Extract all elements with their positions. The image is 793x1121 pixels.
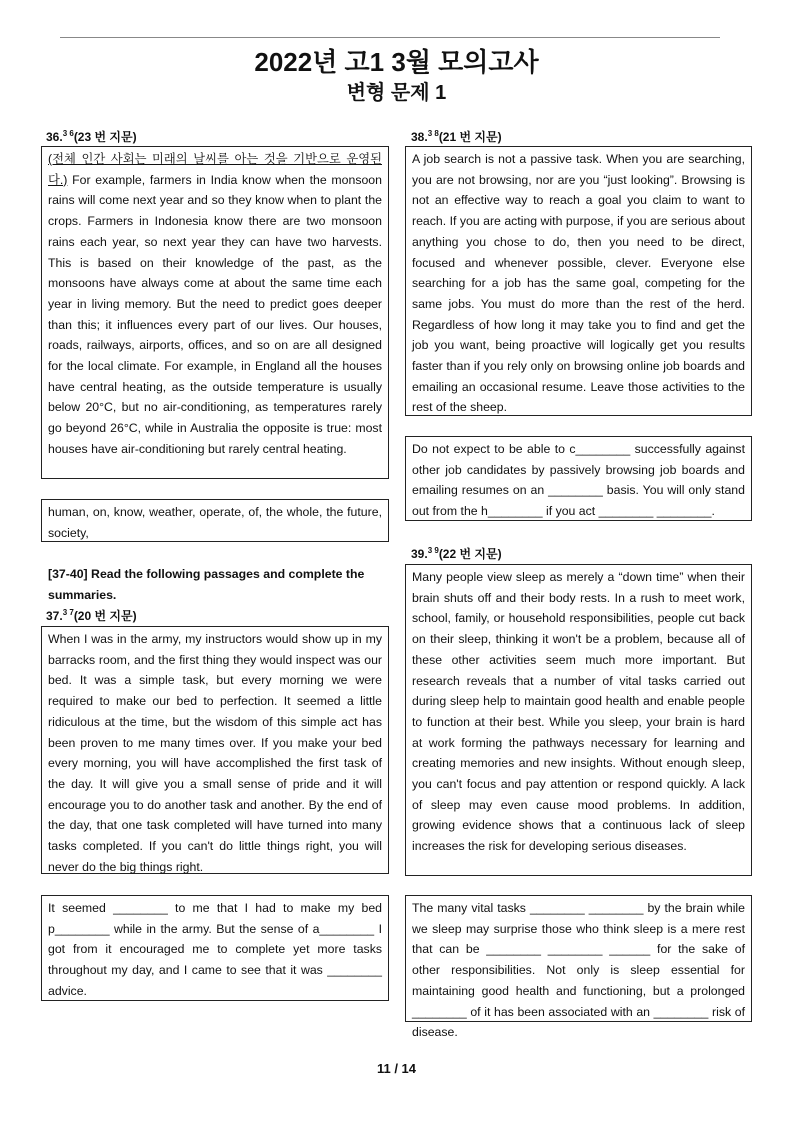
q-num: 37. (46, 609, 63, 623)
q-src: (21 번 지문) (438, 130, 502, 144)
q37-passage: When I was in the army, my instructors would show up in my barracks room, and the first thing they would inspect was our bed. It was a simple task, but every morning we were required to make our bed to perfection. It seemed a little ridiculous at the time, but the wisdom of this simple act has been proven to me many times over. If you make your bed every morning, you will have accomplished the first task of the day. It will give you a small sense of pride and it will encourage you to do another task and another. By the end of the day, that one task completed will have turned into many tasks completed. If you can't do little things right, you will never do the big things right. (41, 626, 389, 874)
q-num: 36. (46, 130, 63, 144)
instruction: [37-40] Read the following passages and complete the summaries. (48, 567, 365, 602)
q-sup: 3 9 (427, 546, 439, 555)
top-rule (60, 37, 720, 38)
korean-underlined: (전체 인간 사회는 미래의 날씨를 아는 것을 기반으로 운영된다.) (48, 152, 382, 187)
q-num: 39. (411, 547, 428, 561)
q-sup: 3 8 (427, 129, 439, 138)
q-num: 38. (411, 130, 428, 144)
q36-passage (41, 146, 389, 479)
q-src: (23 번 지문) (73, 130, 137, 144)
q38-summary: Do not expect to be able to c________ successfully against other job candidates by passively browsing job boards and emailing resumes on an ________ basis. You will only stand out from the h________ if you act ________ ________. (405, 436, 752, 521)
page-number: 11 / 14 (376, 1061, 417, 1076)
q37-summary: It seemed ________ to me that I had to make my bed p________ while in the army. But the sense of a________ I got from it encouraged me to complete yet more tasks throughout my day, and I came to see that it was ________ advice. (41, 895, 389, 1001)
q38-passage: A job search is not a passive task. When you are searching, you are not browsing, nor are you “just looking”. Browsing is not an effective way to reach a goal you claim to want to reach. If you are acting with purpose, if you are serious about anything you chose to do, then you need to be direct, focused and whenever possible, clever. Everyone else searching for a job has the same goal, competing for the same jobs. You must do more than the rest of the herd. Regardless of how long it may take you to find and get the job you want, being proactive will logically get you results faster than if you rely only on browsing online job boards and emailing an occasional resume. Leave those activities to the rest of the sheep. (405, 146, 752, 416)
page-subtitle: 변형 문제 1 (346, 82, 447, 104)
q-sup: 3 6 (62, 129, 74, 138)
q36-label (46, 128, 137, 145)
q-src: (22 번 지문) (438, 547, 502, 561)
q-sup: 3 7 (62, 608, 74, 617)
q39-passage: Many people view sleep as merely a “down time” when their brain shuts off and their body rests. In a rush to meet work, school, family, or household responsibilities, people cut back on their sleep, thinking it won't be a problem, because all of these other activities seem much more important. But research reveals that a number of vital tasks carried out during sleep help to maintain good health and enable people to function at their best. While you sleep, your brain is hard at work forming the pathways necessary for learning and creating memories and new insights. Without enough sleep, you can't focus and pay attention or respond quickly. A lack of sleep may even cause mood problems. In addition, growing evidence shows that a continuous lack of sleep increases the risk for developing serious diseases. (405, 564, 752, 876)
q38-label (411, 128, 502, 145)
passage-text: For example, farmers in India know when the monsoon rains will come next year and so they know when to plant the crops. Farmers in Indonesia know there are two monsoon rains each year, so next year they can have two harvests. This is based on their knowledge of the past, as the monsoons have always come at about the same time each year in living memory. But the need to predict goes deeper than this; it influences every part of our lives. Our houses, roads, railways, airports, offices, and so on are all designed for the local climate. For example, in England all the houses have central heating, as the outside temperature is usually below 20°C, but no air-conditioning, as temperatures rarely go beyond 26°C, while in Australia the opposite is true: most houses have air-conditioning but rarely central heating. (48, 172, 382, 456)
q37-label (46, 607, 137, 624)
q39-summary: The many vital tasks ________ ________ by the brain while we sleep may surprise those who think sleep is a mere rest that can be ________ ________ ______ for the sake of other responsibilities. Not only is sleep essential for maintaining good health and functioning, but a prolonged ________ of it has been associated with an ________ risk of disease. (405, 895, 752, 1022)
page-title: 2022년 고1 3월 모의고사 (254, 47, 539, 77)
q36-word-box: human, on, know, weather, operate, of, the whole, the future, society, (41, 499, 389, 542)
q39-label (411, 545, 502, 562)
q-src: (20 번 지문) (73, 609, 137, 623)
